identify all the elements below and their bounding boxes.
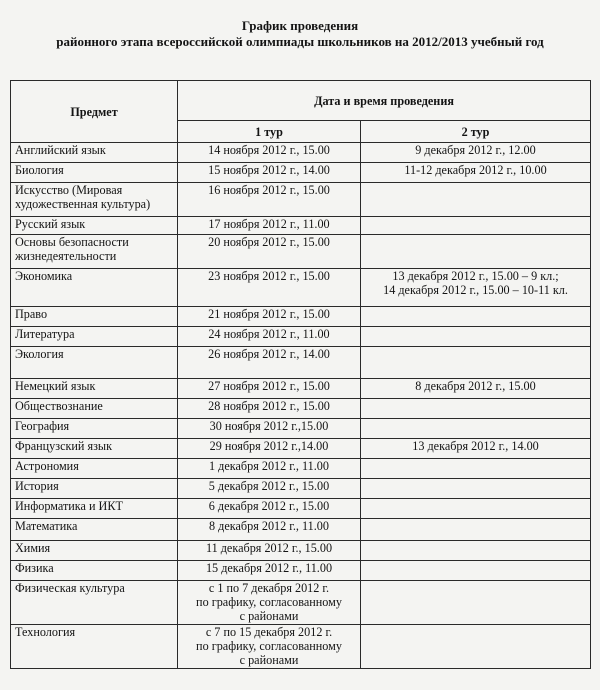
subject-cell: Физическая культура — [11, 581, 178, 625]
table-row — [11, 235, 591, 269]
round-1-cell: с 7 по 15 декабря 2012 г. по графику, согласованному с районами — [178, 625, 361, 669]
round-1-cell: 30 ноября 2012 г.,15.00 — [178, 419, 361, 439]
round-2-cell — [361, 581, 591, 625]
table-row — [11, 379, 591, 399]
round-2-cell — [361, 235, 591, 269]
subject-cell: Астрономия — [11, 459, 178, 479]
round-2-cell — [361, 217, 591, 235]
subject-cell: Информатика и ИКТ — [11, 499, 178, 519]
subject-cell: География — [11, 419, 178, 439]
round-1-cell: 23 ноября 2012 г., 15.00 — [178, 269, 361, 307]
round-1-cell: 6 декабря 2012 г., 15.00 — [178, 499, 361, 519]
table-row — [11, 499, 591, 519]
round-1-cell: 21 ноября 2012 г., 15.00 — [178, 307, 361, 327]
table-row — [11, 561, 591, 581]
round-1-cell: с 1 по 7 декабря 2012 г. по графику, согласованному с районами — [178, 581, 361, 625]
subject-cell: Технология — [11, 625, 178, 669]
table-row — [11, 327, 591, 347]
round-1-cell: 15 декабря 2012 г., 11.00 — [178, 561, 361, 581]
subject-cell: Французский язык — [11, 439, 178, 459]
subject-cell: Экономика — [11, 269, 178, 307]
round-2-cell — [361, 519, 591, 541]
subject-cell: Немецкий язык — [11, 379, 178, 399]
table-row — [11, 269, 591, 307]
round-1-cell: 24 ноября 2012 г., 11.00 — [178, 327, 361, 347]
round-2-cell — [361, 419, 591, 439]
table-row — [11, 479, 591, 499]
subject-cell: Математика — [11, 519, 178, 541]
round-2-cell — [361, 307, 591, 327]
round-2-cell — [361, 479, 591, 499]
subject-cell: Основы безопасности жизнедеятельности — [11, 235, 178, 269]
round-1-cell: 1 декабря 2012 г., 11.00 — [178, 459, 361, 479]
header-subject: Предмет — [11, 81, 178, 143]
subject-cell: Физика — [11, 561, 178, 581]
round-1-cell: 15 ноября 2012 г., 14.00 — [178, 163, 361, 183]
round-1-cell: 20 ноября 2012 г., 15.00 — [178, 235, 361, 269]
table-row — [11, 581, 591, 625]
subject-cell: Обществознание — [11, 399, 178, 419]
subject-cell: Биология — [11, 163, 178, 183]
subject-cell: Английский язык — [11, 143, 178, 163]
table-row — [11, 439, 591, 459]
table-row — [11, 143, 591, 163]
title-line-2: районного этапа всероссийской олимпиады школьников на 2012/2013 учебный год — [56, 34, 544, 49]
round-1-cell: 17 ноября 2012 г., 11.00 — [178, 217, 361, 235]
title-line-1: График проведения — [241, 18, 359, 33]
subject-cell: Русский язык — [11, 217, 178, 235]
table-row — [11, 419, 591, 439]
round-2-cell — [361, 399, 591, 419]
round-2-cell — [361, 561, 591, 581]
subject-cell: Химия — [11, 541, 178, 561]
round-1-cell: 14 ноября 2012 г., 15.00 — [178, 143, 361, 163]
subject-cell: Литература — [11, 327, 178, 347]
round-1-cell: 8 декабря 2012 г., 11.00 — [178, 519, 361, 541]
header-round-1: 1 тур — [178, 121, 361, 143]
header-round-2: 2 тур — [361, 121, 591, 143]
round-2-cell — [361, 183, 591, 217]
table-row — [11, 399, 591, 419]
table-row — [11, 459, 591, 479]
round-2-cell: 13 декабря 2012 г., 14.00 — [361, 439, 591, 459]
table-row — [11, 519, 591, 541]
round-2-cell — [361, 541, 591, 561]
round-1-cell: 26 ноября 2012 г., 14.00 — [178, 347, 361, 379]
table-row — [11, 347, 591, 379]
subject-cell: Искусство (Мировая художественная культура) — [11, 183, 178, 217]
round-1-cell: 29 ноября 2012 г.,14.00 — [178, 439, 361, 459]
round-2-cell: 9 декабря 2012 г., 12.00 — [361, 143, 591, 163]
subject-cell: Право — [11, 307, 178, 327]
table-row — [11, 307, 591, 327]
round-2-cell: 13 декабря 2012 г., 15.00 – 9 кл.; 14 декабря 2012 г., 15.00 – 10-11 кл. — [361, 269, 591, 307]
table-row — [11, 163, 591, 183]
table-row — [11, 217, 591, 235]
subject-cell: Экология — [11, 347, 178, 379]
schedule-table — [10, 80, 591, 669]
round-2-cell: 11-12 декабря 2012 г., 10.00 — [361, 163, 591, 183]
round-2-cell — [361, 347, 591, 379]
round-2-cell — [361, 625, 591, 669]
subject-cell: История — [11, 479, 178, 499]
round-1-cell: 28 ноября 2012 г., 15.00 — [178, 399, 361, 419]
round-1-cell: 11 декабря 2012 г., 15.00 — [178, 541, 361, 561]
round-2-cell: 8 декабря 2012 г., 15.00 — [361, 379, 591, 399]
header-datetime: Дата и время проведения — [178, 81, 591, 121]
round-2-cell — [361, 327, 591, 347]
round-2-cell — [361, 499, 591, 519]
table-row — [11, 541, 591, 561]
table-row — [11, 625, 591, 669]
round-1-cell: 5 декабря 2012 г., 15.00 — [178, 479, 361, 499]
document-title — [0, 18, 600, 50]
round-1-cell: 27 ноября 2012 г., 15.00 — [178, 379, 361, 399]
round-1-cell: 16 ноября 2012 г., 15.00 — [178, 183, 361, 217]
round-2-cell — [361, 459, 591, 479]
table-row — [11, 183, 591, 217]
